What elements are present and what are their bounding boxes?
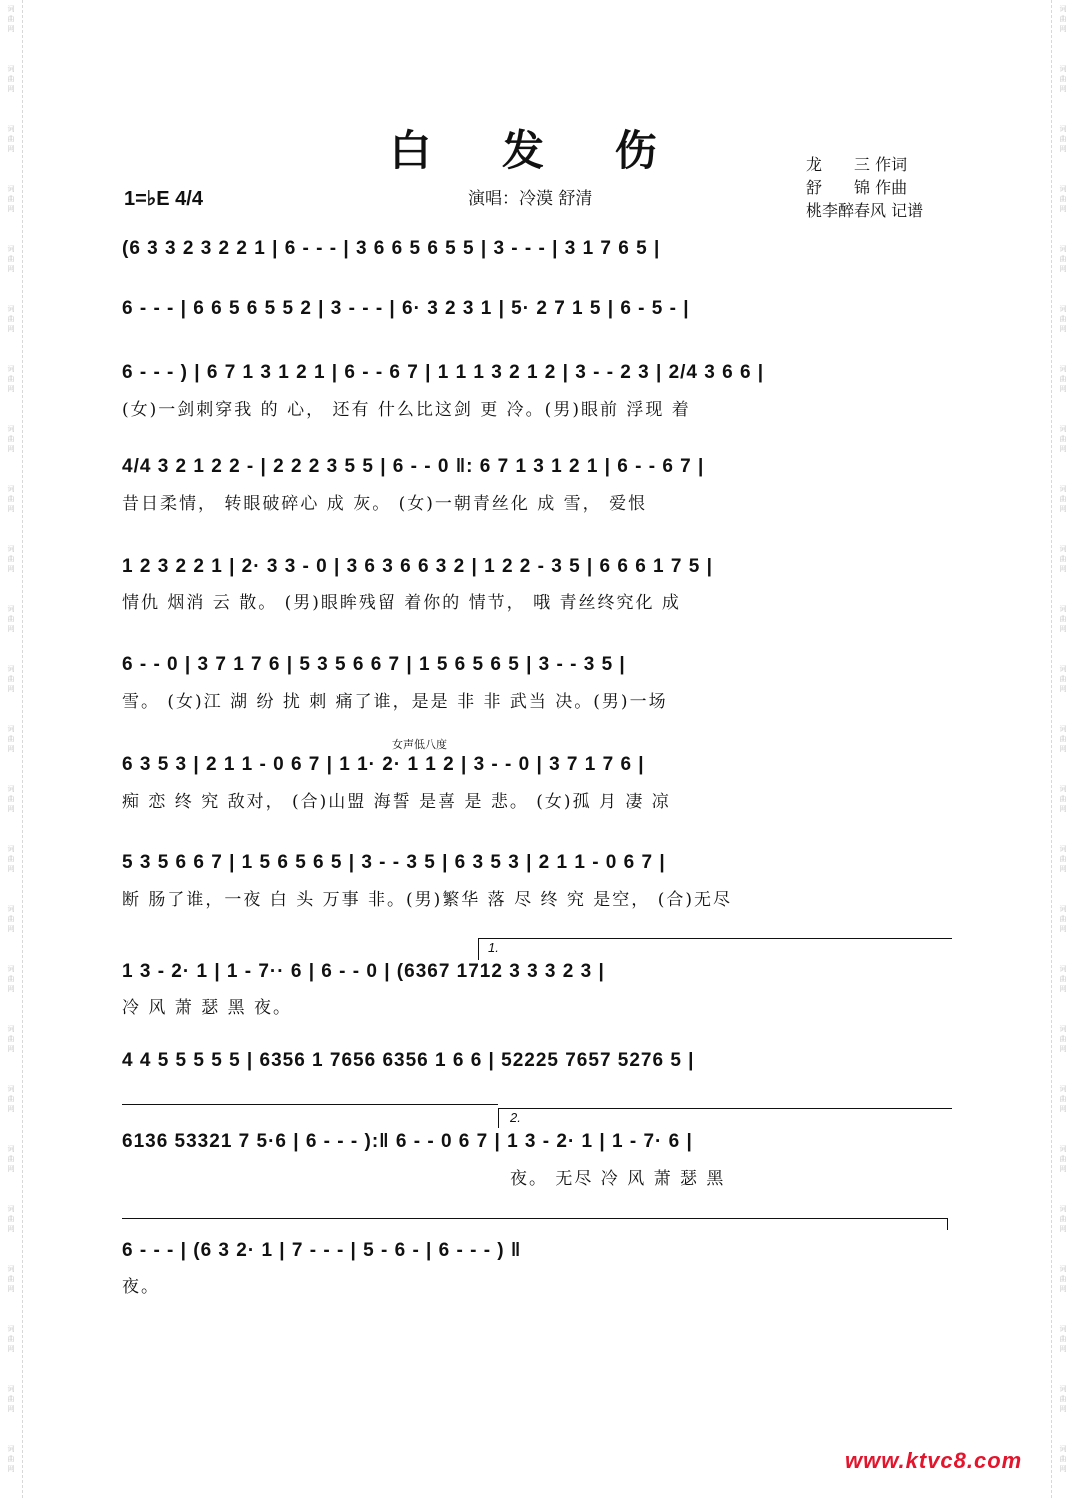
score-row-1: (6 3 3 2 3 2 2 1 | 6 - - - | 3 6 6 5 6 5 5 | 3 - - - | 3 1 7 6 5 | — [122, 238, 661, 259]
watermark-text: 词 曲 网 — [1059, 1325, 1067, 1353]
watermark-text: 词 曲 网 — [7, 245, 15, 273]
website-watermark: www.ktvc8.com — [845, 1448, 1023, 1473]
watermark-text: 词 曲 网 — [1059, 1445, 1067, 1473]
singer-credit: 演唱：冷漠 舒清 — [468, 189, 593, 209]
score-row-7: 6 3 5 3 | 2 1 1 - 0 6 7 | 1 1· 2· 1 1 2 | 3 - - 0 | 3 7 1 7 6 | — [122, 754, 645, 775]
watermark-text: 词 曲 网 — [1059, 845, 1067, 873]
lyric-row-3: (女)一剑刺穿我 的 心， 还有 什么比这剑 更 冷。(男)眼前 浮现 着 — [122, 400, 691, 420]
watermark-text: 词 曲 网 — [1059, 245, 1067, 273]
watermark-text: 词 曲 网 — [7, 185, 15, 213]
watermark-text: 词 曲 网 — [1059, 305, 1067, 333]
watermark-text: 词 曲 网 — [1059, 485, 1067, 513]
composer-credit: 舒 锦 作曲 — [806, 178, 908, 197]
watermark-text: 词 曲 网 — [7, 1085, 15, 1113]
watermark-text: 词 曲 网 — [1059, 125, 1067, 153]
lyricist-credit: 龙 三 作词 — [806, 155, 908, 174]
watermark-text: 词 曲 网 — [7, 545, 15, 573]
watermark-text: 词 曲 网 — [7, 5, 15, 33]
volta-1-bracket — [478, 938, 952, 939]
right-watermark-strip — [1051, 0, 1074, 1498]
watermark-text: 词 曲 网 — [1059, 605, 1067, 633]
watermark-text: 词 曲 网 — [1059, 425, 1067, 453]
score-row-9: 1 3 - 2· 1 | 1 - 7·· 6 | 6 - - 0 | (6367 1712 3 3 3 2 3 | — [122, 961, 605, 982]
watermark-text: 词 曲 网 — [1059, 1145, 1067, 1173]
watermark-text: 词 曲 网 — [7, 905, 15, 933]
watermark-text: 词 曲 网 — [1059, 1025, 1067, 1053]
lyric-row-8: 断 肠了谁，一夜 白 头 万事 非。(男)繁华 落 尽 终 究 是空， (合)无尽 — [122, 890, 732, 910]
volta-2-continuation — [122, 1218, 948, 1219]
watermark-text: 词 曲 网 — [1059, 1385, 1067, 1413]
volta-1-bracket-left — [478, 938, 479, 960]
left-watermark-strip — [0, 0, 23, 1498]
watermark-text: 词 曲 网 — [1059, 365, 1067, 393]
score-row-6: 6 - - 0 | 3 7 1 7 6 | 5 3 5 6 6 7 | 1 5 6 5 6 5 | 3 - - 3 5 | — [122, 654, 626, 675]
watermark-text: 词 曲 网 — [1059, 1085, 1067, 1113]
lyric-row-12: 夜。 — [122, 1277, 160, 1297]
octave-annotation: 女声低八度 — [392, 738, 447, 751]
volta-2-bracket-end — [947, 1218, 948, 1230]
watermark-text: 词 曲 网 — [1059, 1265, 1067, 1293]
watermark-text: 词 曲 网 — [7, 425, 15, 453]
watermark-text: 词 曲 网 — [1059, 785, 1067, 813]
volta-2-number: 2. — [510, 1110, 521, 1125]
watermark-text: 词 曲 网 — [1059, 725, 1067, 753]
watermark-text: 词 曲 网 — [7, 1385, 15, 1413]
watermark-text: 词 曲 网 — [1059, 545, 1067, 573]
score-row-10: 4 4 5 5 5 5 5 | 6356 1 7656 6356 1 6 6 | 52225 7657 5276 5 | — [122, 1050, 695, 1071]
volta-1-number: 1. — [488, 940, 499, 955]
lyric-row-4: 昔日柔情， 转眼破碎心 成 灰。 (女)一朝青丝化 成 雪， 爱恨 — [122, 494, 648, 514]
score-row-5: 1 2 3 2 2 1 | 2· 3 3 - 0 | 3 6 3 6 6 3 2 | 1 2 2 - 3 5 | 6 6 6 1 7 5 | — [122, 556, 713, 577]
watermark-text: 词 曲 网 — [1059, 65, 1067, 93]
watermark-text: 词 曲 网 — [7, 1205, 15, 1233]
watermark-text: 词 曲 网 — [7, 725, 15, 753]
score-row-11: 6136 53321 7 5·6 | 6 - - - ):‖ 6 - - 0 6 7 | 1 3 - 2· 1 | 1 - 7· 6 | — [122, 1131, 693, 1152]
score-row-8: 5 3 5 6 6 7 | 1 5 6 5 6 5 | 3 - - 3 5 | 6 3 5 3 | 2 1 1 - 0 6 7 | — [122, 852, 666, 873]
watermark-text: 词 曲 网 — [1059, 5, 1067, 33]
watermark-text: 词 曲 网 — [1059, 665, 1067, 693]
score-row-4: 4/4 3 2 1 2 2 - | 2 2 2 3 5 5 | 6 - - 0 ‖: 6 7 1 3 1 2 1 | 6 - - 6 7 | — [122, 456, 705, 477]
transcriber-credit: 桃李醉春风 记谱 — [806, 201, 924, 220]
volta-2-bracket — [498, 1108, 952, 1109]
watermark-text: 词 曲 网 — [7, 365, 15, 393]
watermark-text: 词 曲 网 — [7, 1325, 15, 1353]
watermark-text: 词 曲 网 — [7, 965, 15, 993]
watermark-text: 词 曲 网 — [1059, 965, 1067, 993]
watermark-text: 词 曲 网 — [7, 1145, 15, 1173]
watermark-text: 词 曲 网 — [1059, 905, 1067, 933]
watermark-text: 词 曲 网 — [7, 665, 15, 693]
watermark-text: 词 曲 网 — [7, 605, 15, 633]
song-title: 白 发 伤 — [389, 126, 685, 175]
watermark-text: 词 曲 网 — [7, 845, 15, 873]
score-row-3: 6 - - - ) | 6 7 1 3 1 2 1 | 6 - - 6 7 | 1 1 1 3 2 1 2 | 3 - - 2 3 | 2/4 3 6 6 | — [122, 362, 765, 383]
watermark-text: 词 曲 网 — [7, 785, 15, 813]
key-signature: 1=♭E 4/4 — [124, 188, 203, 210]
watermark-text: 词 曲 网 — [1059, 1205, 1067, 1233]
watermark-text: 词 曲 网 — [7, 125, 15, 153]
lyric-row-11: 夜。 无尽 冷 风 萧 瑟 黑 — [510, 1169, 726, 1189]
volta-2-bracket-left — [498, 1108, 499, 1128]
watermark-text: 词 曲 网 — [7, 485, 15, 513]
watermark-text: 词 曲 网 — [7, 1025, 15, 1053]
watermark-text: 词 曲 网 — [7, 305, 15, 333]
watermark-text: 词 曲 网 — [1059, 185, 1067, 213]
lyric-row-7: 痴 恋 终 究 敌对， (合)山盟 海誓 是喜 是 悲。 (女)孤 月 凄 凉 — [122, 792, 671, 812]
lyric-row-6: 雪。 (女)江 湖 纷 扰 刺 痛了谁，是是 非 非 武当 决。(男)一场 — [122, 692, 668, 712]
score-row-12: 6 - - - | (6 3 2· 1 | 7 - - - | 5 - 6 - | 6 - - - ) ‖ — [122, 1240, 522, 1261]
lyric-row-5: 情仇 烟消 云 散。 (男)眼眸残留 着你的 情节， 哦 青丝终究化 成 — [122, 593, 681, 613]
watermark-text: 词 曲 网 — [7, 65, 15, 93]
watermark-text: 词 曲 网 — [7, 1265, 15, 1293]
watermark-text: 词 曲 网 — [7, 1445, 15, 1473]
volta-1-continuation — [122, 1104, 498, 1105]
lyric-row-9: 冷 风 萧 瑟 黑 夜。 — [122, 998, 293, 1018]
score-row-2: 6 - - - | 6 6 5 6 5 5 2 | 3 - - - | 6· 3 2 3 1 | 5· 2 7 1 5 | 6 - 5 - | — [122, 298, 690, 319]
